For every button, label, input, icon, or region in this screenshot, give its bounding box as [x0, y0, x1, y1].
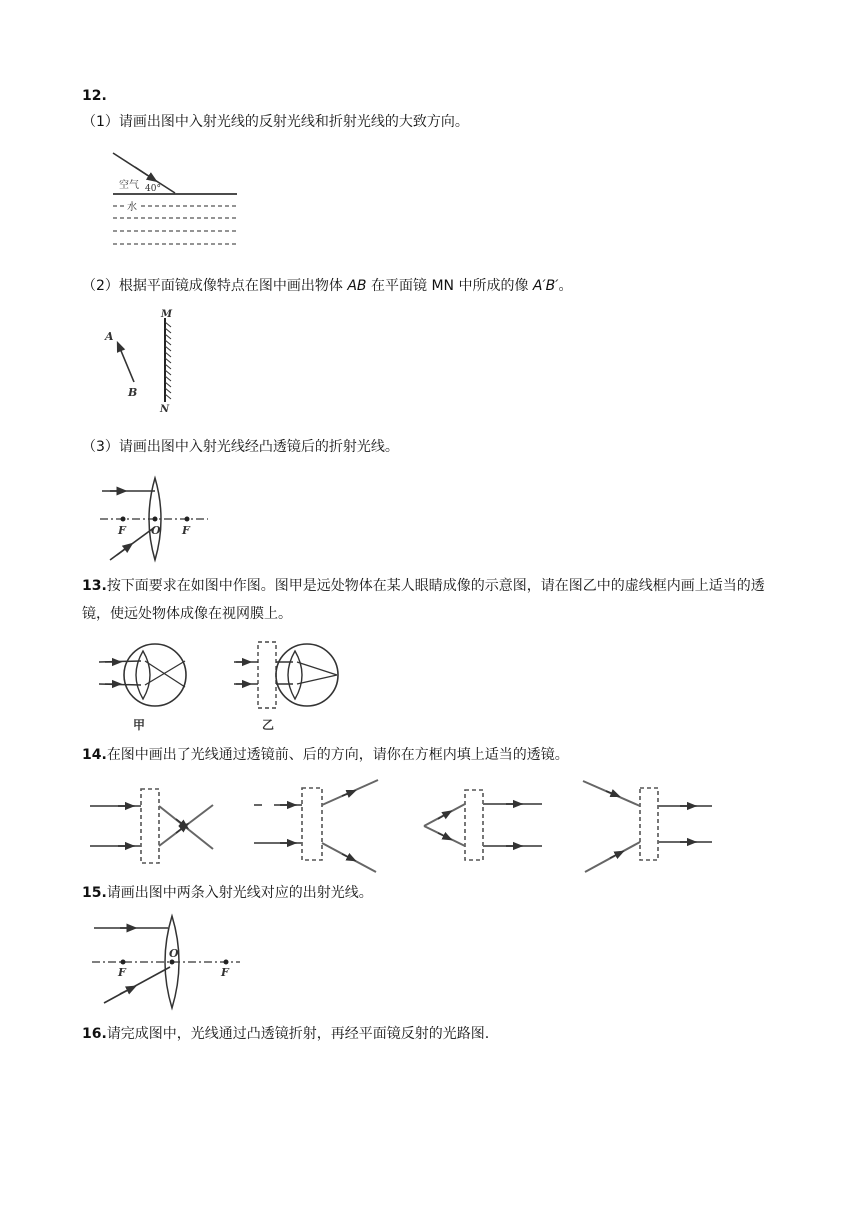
question-12-number: 12. [82, 88, 107, 104]
reflection-refraction-diagram [105, 148, 245, 253]
eye-diagram-yi [232, 637, 347, 732]
focal-point-right-label: F [182, 524, 190, 537]
mirror-m-label: M [161, 309, 173, 320]
focal-point-right-label: F [221, 966, 229, 979]
focal-point-left-label: F [118, 524, 126, 537]
question-14-text: 在图中画出了光线通过透镜前、后的方向，请你在方框内填上适当的透镜。 [106, 747, 569, 763]
question-15-text: 请画出图中两条入射光线对应的出射光线。 [106, 885, 373, 901]
image-ab: A′B′ [532, 278, 559, 294]
part-2-text-a: （2）根据平面镜成像特点在图中画出物体 [82, 278, 348, 294]
lens-box-diagram-4 [580, 776, 720, 876]
convex-lens-diagram-1 [98, 472, 213, 567]
question-12-part-2 [82, 276, 572, 296]
convex-lens-diagram-2 [90, 912, 245, 1012]
question-12-part-1: （1）请画出图中入射光线的反射光线和折射光线的大致方向。 [82, 114, 469, 130]
eye-diagram-jia [95, 637, 205, 732]
lens-box-diagram-3 [418, 786, 548, 866]
point-a-label: A [105, 330, 114, 343]
question-16-text: 请完成图中，光线通过凸透镜折射，再经平面镜反射的光路图. [106, 1026, 490, 1042]
optical-center-label: O [169, 947, 179, 960]
question-15-number: 15. [82, 885, 107, 901]
part-2-text-c: 。 [558, 278, 573, 294]
focal-point-left-label: F [118, 966, 126, 979]
plane-mirror-diagram [100, 308, 190, 416]
question-12-part-3: （3）请画出图中入射光线经凸透镜后的折射光线。 [82, 439, 399, 455]
part-2-text-b: 在平面镜 MN 中所成的像 [366, 278, 533, 294]
question-13 [82, 572, 782, 628]
figure-jia-label: 甲 [133, 718, 146, 732]
angle-label: 40° [145, 184, 161, 194]
lens-box-diagram-2 [250, 776, 385, 876]
question-16 [82, 1024, 489, 1044]
air-label: 空气 [119, 180, 139, 191]
question-14-number: 14. [82, 747, 107, 763]
lens-box-diagram-1 [88, 783, 218, 868]
question-13-text: 按下面要求在如图中作图。图甲是远处物体在某人眼睛成像的示意图，请在图乙中的虚线框内画上适当的透镜，使远处物体成像在视网膜上。 [82, 578, 765, 622]
optical-center-label: O [151, 524, 161, 537]
question-14 [82, 745, 569, 765]
question-13-number: 13. [82, 578, 107, 594]
question-16-number: 16. [82, 1026, 107, 1042]
point-b-label: B [128, 386, 138, 399]
question-15 [82, 883, 373, 903]
figure-yi-label: 乙 [262, 718, 275, 732]
water-label: 水 [127, 202, 137, 213]
mirror-n-label: N [160, 404, 170, 415]
object-ab: AB [347, 278, 367, 294]
